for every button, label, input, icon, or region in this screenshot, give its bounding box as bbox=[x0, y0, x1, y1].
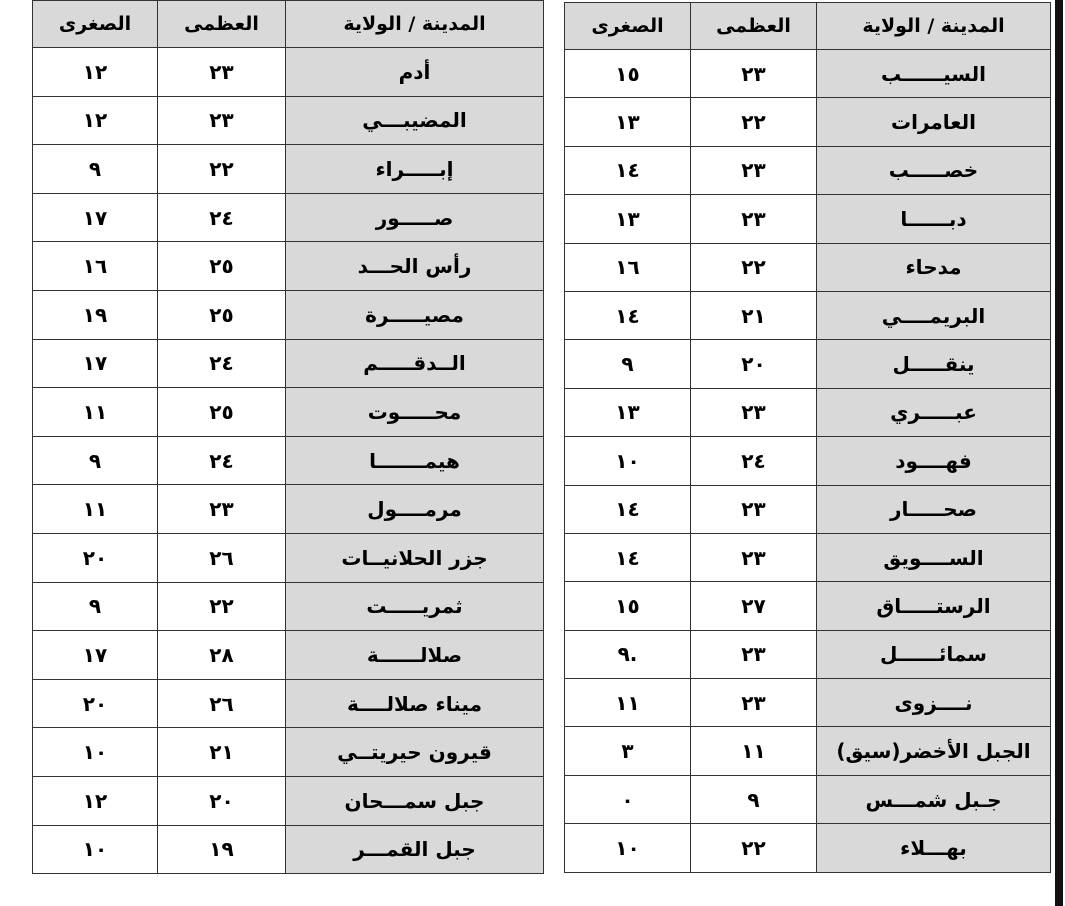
table-row bbox=[33, 582, 544, 631]
city-cell: العامرات bbox=[817, 98, 1051, 146]
city-cell: مصيـــــرة bbox=[286, 290, 544, 339]
table-row bbox=[565, 340, 1051, 388]
min-temp-cell: ١٠ bbox=[565, 824, 691, 872]
table-row bbox=[565, 775, 1051, 823]
city-cell: أدم bbox=[286, 48, 544, 97]
min-temp-cell: ٩ bbox=[33, 436, 158, 485]
table-row bbox=[565, 727, 1051, 775]
min-temp-cell: ١٢ bbox=[33, 48, 158, 97]
city-cell: هيمـــــــا bbox=[286, 436, 544, 485]
table-row bbox=[33, 825, 544, 874]
min-temp-cell: ١١ bbox=[565, 679, 691, 727]
min-temp-cell: ١٠ bbox=[565, 437, 691, 485]
min-temp-cell: ٢٠ bbox=[33, 679, 158, 728]
table-row bbox=[565, 582, 1051, 630]
min-temp-cell: ١٣ bbox=[565, 388, 691, 436]
min-temp-cell: ١٧ bbox=[33, 193, 158, 242]
table-row bbox=[565, 98, 1051, 146]
table-row bbox=[33, 533, 544, 582]
min-temp-cell: ٢٠ bbox=[33, 533, 158, 582]
city-cell: البريمــــي bbox=[817, 291, 1051, 339]
max-temp-cell: ٢٣ bbox=[691, 50, 817, 98]
city-cell: ينقـــــل bbox=[817, 340, 1051, 388]
table-row bbox=[33, 145, 544, 194]
max-temp-cell: ٢٥ bbox=[158, 290, 286, 339]
table-row bbox=[33, 631, 544, 680]
city-cell: جـبل شمـــس bbox=[817, 775, 1051, 823]
max-temp-cell: ٢٣ bbox=[158, 96, 286, 145]
city-cell: ميناء صلالــــة bbox=[286, 679, 544, 728]
min-temp-cell: ١٢ bbox=[33, 96, 158, 145]
min-temp-cell: ٩ bbox=[565, 340, 691, 388]
table-row bbox=[565, 630, 1051, 678]
max-temp-cell: ٢٠ bbox=[691, 340, 817, 388]
header-city: المدينة / الولاية bbox=[286, 1, 544, 48]
table-row bbox=[33, 96, 544, 145]
max-temp-cell: ٢٤ bbox=[158, 193, 286, 242]
table-row bbox=[565, 533, 1051, 581]
city-cell: خصـــــب bbox=[817, 146, 1051, 194]
header-min: الصغرى bbox=[33, 1, 158, 48]
max-temp-cell: ٢٣ bbox=[158, 48, 286, 97]
max-temp-cell: ٢٣ bbox=[158, 485, 286, 534]
table-row bbox=[565, 195, 1051, 243]
max-temp-cell: ٢٥ bbox=[158, 388, 286, 437]
max-temp-cell: ٢٣ bbox=[691, 388, 817, 436]
table-header-row bbox=[565, 3, 1051, 50]
min-temp-cell: ١٣ bbox=[565, 195, 691, 243]
min-temp-cell: ١٤ bbox=[565, 291, 691, 339]
city-cell: عبـــــري bbox=[817, 388, 1051, 436]
left-table-body bbox=[33, 48, 544, 874]
max-temp-cell: ٢٢ bbox=[691, 824, 817, 872]
max-temp-cell: ٢١ bbox=[691, 291, 817, 339]
max-temp-cell: ٢٦ bbox=[158, 533, 286, 582]
min-temp-cell: ١٣ bbox=[565, 98, 691, 146]
min-temp-cell: ١٩ bbox=[33, 290, 158, 339]
city-cell: مرمــــول bbox=[286, 485, 544, 534]
city-cell: دبــــــا bbox=[817, 195, 1051, 243]
page-edge-bar bbox=[1055, 0, 1063, 906]
table-row bbox=[33, 339, 544, 388]
max-temp-cell: ٢٥ bbox=[158, 242, 286, 291]
city-cell: ثمريـــــت bbox=[286, 582, 544, 631]
header-city: المدينة / الولاية bbox=[817, 3, 1051, 50]
table-row bbox=[33, 388, 544, 437]
city-cell: جزر الحلانيــات bbox=[286, 533, 544, 582]
table-row bbox=[33, 193, 544, 242]
table-row bbox=[33, 679, 544, 728]
right-table-body bbox=[565, 50, 1051, 873]
max-temp-cell: ٢٢ bbox=[691, 243, 817, 291]
max-temp-cell: ٢٤ bbox=[691, 437, 817, 485]
max-temp-cell: ٢٠ bbox=[158, 776, 286, 825]
max-temp-cell: ٢٦ bbox=[158, 679, 286, 728]
table-row bbox=[33, 436, 544, 485]
max-temp-cell: ٢٨ bbox=[158, 631, 286, 680]
city-cell: صلالــــــة bbox=[286, 631, 544, 680]
min-temp-cell: ٣ bbox=[565, 727, 691, 775]
table-row bbox=[33, 242, 544, 291]
table-row bbox=[33, 485, 544, 534]
min-temp-cell: ١٥ bbox=[565, 50, 691, 98]
city-cell: الرستـــــاق bbox=[817, 582, 1051, 630]
city-cell: قيرون حيريتــي bbox=[286, 728, 544, 777]
table-row bbox=[33, 48, 544, 97]
max-temp-cell: ٢٧ bbox=[691, 582, 817, 630]
city-cell: إبـــــراء bbox=[286, 145, 544, 194]
min-temp-cell: ١٦ bbox=[33, 242, 158, 291]
table-row bbox=[565, 485, 1051, 533]
header-max: العظمى bbox=[158, 1, 286, 48]
max-temp-cell: ٢٣ bbox=[691, 679, 817, 727]
city-cell: الســــويق bbox=[817, 533, 1051, 581]
table-row bbox=[565, 437, 1051, 485]
city-cell: صـــــور bbox=[286, 193, 544, 242]
city-cell: فهــــود bbox=[817, 437, 1051, 485]
max-temp-cell: ٢٤ bbox=[158, 436, 286, 485]
min-temp-cell: ٩ bbox=[33, 145, 158, 194]
max-temp-cell: ٢٢ bbox=[158, 582, 286, 631]
table-row bbox=[565, 388, 1051, 436]
max-temp-cell: ٢٤ bbox=[158, 339, 286, 388]
min-temp-cell: ٩ bbox=[33, 582, 158, 631]
min-temp-cell: ١٠ bbox=[33, 728, 158, 777]
min-temp-cell: ١٤ bbox=[565, 533, 691, 581]
table-row bbox=[565, 50, 1051, 98]
max-temp-cell: ٢١ bbox=[158, 728, 286, 777]
city-cell: سمائــــــل bbox=[817, 630, 1051, 678]
header-min: الصغرى bbox=[565, 3, 691, 50]
table-row bbox=[33, 776, 544, 825]
city-cell: بهـــلاء bbox=[817, 824, 1051, 872]
city-cell: السيــــــب bbox=[817, 50, 1051, 98]
right-weather-table bbox=[564, 2, 1051, 873]
min-temp-cell: .٩ bbox=[565, 630, 691, 678]
table-header-row bbox=[33, 1, 544, 48]
table-row bbox=[565, 243, 1051, 291]
min-temp-cell: ١٧ bbox=[33, 631, 158, 680]
max-temp-cell: ٢٣ bbox=[691, 146, 817, 194]
city-cell: مدحاء bbox=[817, 243, 1051, 291]
min-temp-cell: ١٥ bbox=[565, 582, 691, 630]
city-cell: الــدقـــــم bbox=[286, 339, 544, 388]
min-temp-cell: ٠ bbox=[565, 775, 691, 823]
max-temp-cell: ٩ bbox=[691, 775, 817, 823]
city-cell: رأس الحـــد bbox=[286, 242, 544, 291]
city-cell: نــــزوى bbox=[817, 679, 1051, 727]
table-row bbox=[33, 728, 544, 777]
max-temp-cell: ٢٣ bbox=[691, 630, 817, 678]
city-cell: جبل سمـــحان bbox=[286, 776, 544, 825]
city-cell: جبل القمـــر bbox=[286, 825, 544, 874]
table-row bbox=[565, 824, 1051, 872]
table-row bbox=[565, 291, 1051, 339]
min-temp-cell: ١٦ bbox=[565, 243, 691, 291]
max-temp-cell: ٢٣ bbox=[691, 533, 817, 581]
min-temp-cell: ١١ bbox=[33, 485, 158, 534]
table-row bbox=[565, 679, 1051, 727]
city-cell: صحـــــار bbox=[817, 485, 1051, 533]
min-temp-cell: ١٠ bbox=[33, 825, 158, 874]
max-temp-cell: ١٩ bbox=[158, 825, 286, 874]
max-temp-cell: ٢٣ bbox=[691, 195, 817, 243]
min-temp-cell: ١٢ bbox=[33, 776, 158, 825]
min-temp-cell: ١٧ bbox=[33, 339, 158, 388]
table-row bbox=[33, 290, 544, 339]
min-temp-cell: ١١ bbox=[33, 388, 158, 437]
city-cell: المضيبـــي bbox=[286, 96, 544, 145]
max-temp-cell: ٢٣ bbox=[691, 485, 817, 533]
city-cell: محـــــوت bbox=[286, 388, 544, 437]
header-max: العظمى bbox=[691, 3, 817, 50]
max-temp-cell: ٢٢ bbox=[691, 98, 817, 146]
min-temp-cell: ١٤ bbox=[565, 146, 691, 194]
max-temp-cell: ٢٢ bbox=[158, 145, 286, 194]
min-temp-cell: ١٤ bbox=[565, 485, 691, 533]
left-weather-table bbox=[32, 0, 544, 874]
table-row bbox=[565, 146, 1051, 194]
max-temp-cell: ١١ bbox=[691, 727, 817, 775]
city-cell: الجبل الأخضر(سيق) bbox=[817, 727, 1051, 775]
